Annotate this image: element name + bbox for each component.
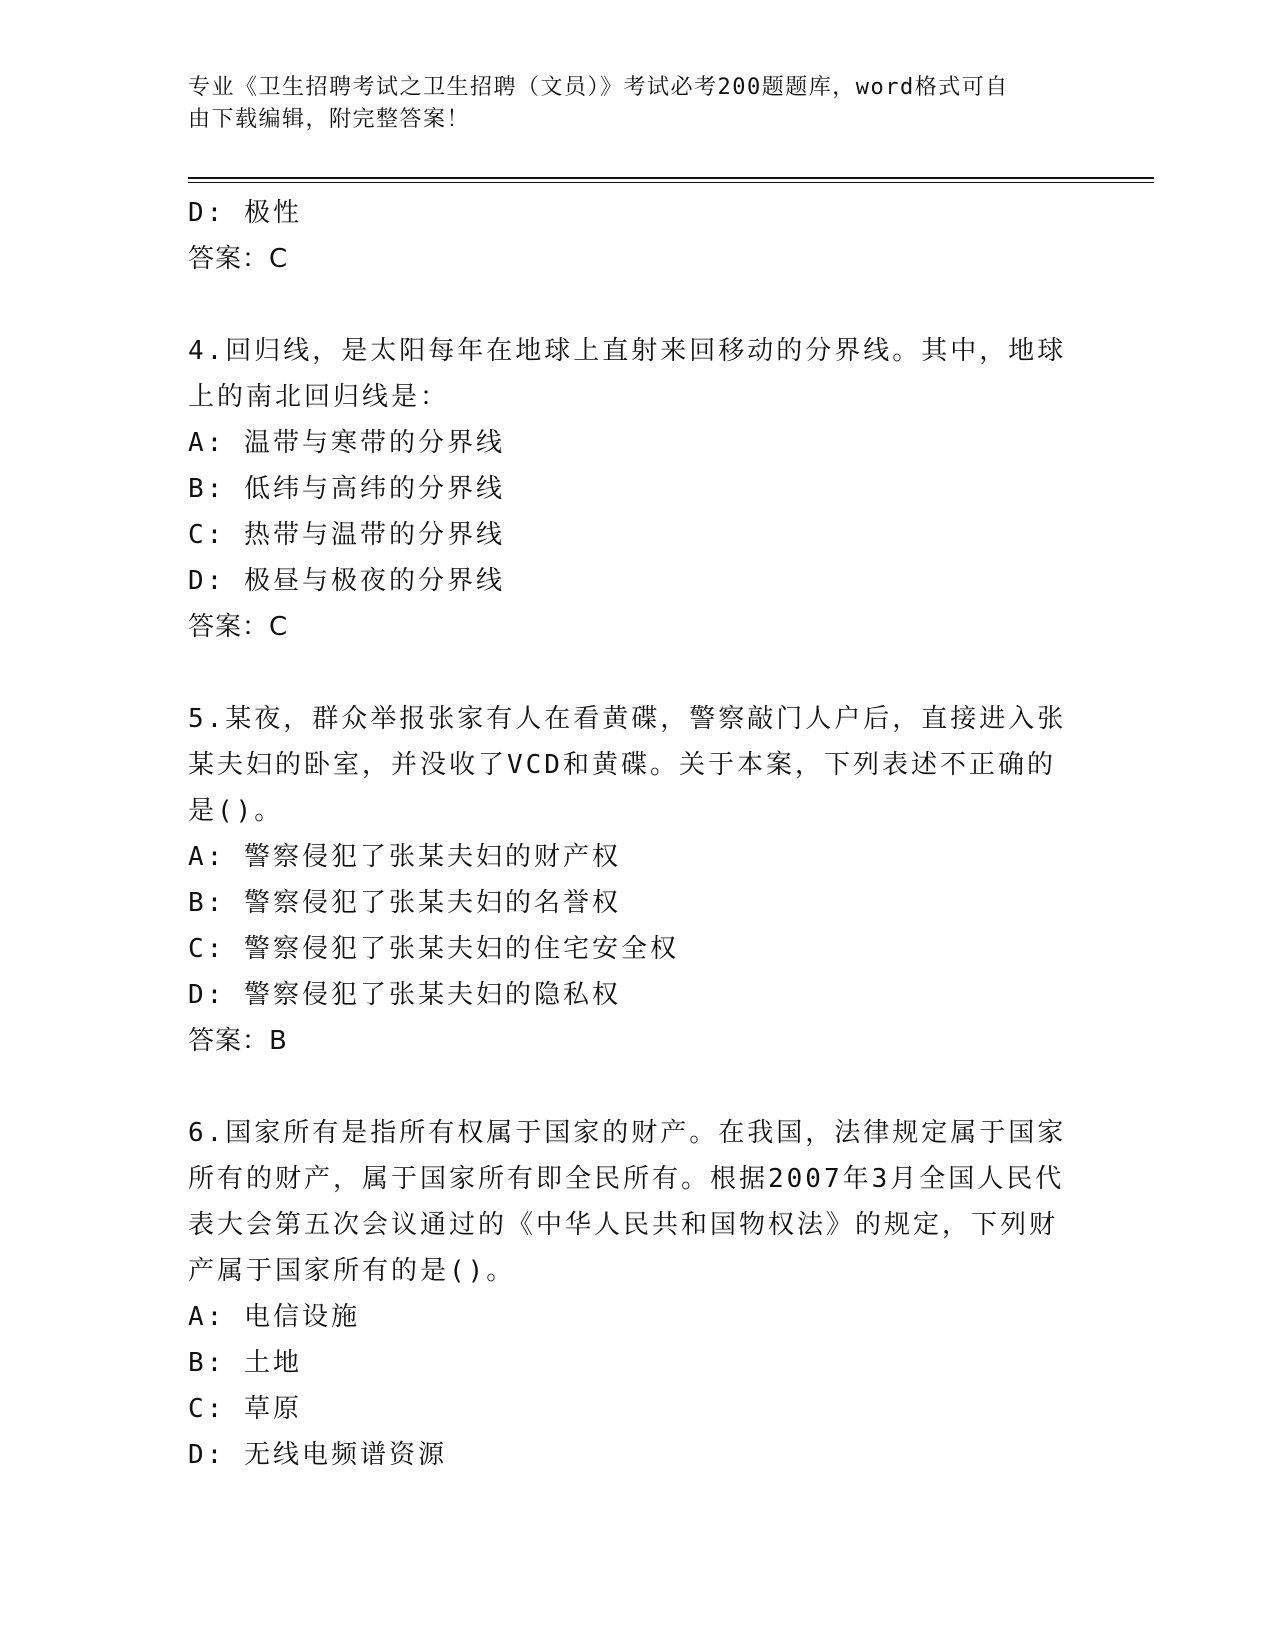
option-b: B: 警察侵犯了张某夫妇的名誉权 [188, 888, 621, 918]
option-a: A: 警察侵犯了张某夫妇的财产权 [188, 842, 621, 872]
stem-line: 6.国家所有是指所有权属于国家的财产。在我国，法律规定属于国家 [188, 1118, 1067, 1148]
header-line-2: 由下载编辑，附完整答案！ [188, 107, 471, 132]
answer: 答案：C [188, 612, 289, 642]
option-a: A: 温带与寒带的分界线 [188, 428, 505, 458]
question-5 [188, 696, 1088, 1064]
header-divider-bottom [188, 182, 1154, 183]
option-b: B: 低纬与高纬的分界线 [188, 474, 505, 504]
option-c: C: 警察侵犯了张某夫妇的住宅安全权 [188, 934, 679, 964]
stem-line: 表大会第五次会议通过的《中华人民共和国物权法》的规定，下列财 [188, 1210, 1059, 1240]
answer-prev: 答案：C [188, 244, 289, 274]
question-list [188, 190, 1088, 1478]
stem-line: 4.回归线，是太阳每年在地球上直射来回移动的分界线。其中，地球 [188, 336, 1067, 366]
question-stem [188, 696, 1088, 834]
option-d: D: 极昼与极夜的分界线 [188, 566, 505, 596]
option-c: C: 草原 [188, 1394, 302, 1424]
option-c: C: 热带与温带的分界线 [188, 520, 505, 550]
stem-line: 上的南北回归线是： [188, 382, 450, 412]
option-d: D: 警察侵犯了张某夫妇的隐私权 [188, 980, 621, 1010]
header-divider-top [188, 177, 1154, 179]
stem-line: 某夫妇的卧室，并没收了VCD和黄碟。关于本案，下列表述不正确的 [188, 750, 1056, 780]
option-d-prev: D: 极性 [188, 198, 302, 228]
option-a: A: 电信设施 [188, 1302, 360, 1332]
header-line-1: 专业《卫生招聘考试之卫生招聘（文员）》考试必考200题题库，word格式可自 [188, 75, 1009, 100]
question-stem [188, 1110, 1088, 1294]
spacer [188, 650, 1088, 696]
stem-line: 是()。 [188, 796, 284, 826]
question-stem [188, 328, 1088, 420]
question-4 [188, 328, 1088, 650]
spacer [188, 282, 1088, 328]
question-6 [188, 1110, 1088, 1478]
spacer [188, 1064, 1088, 1110]
option-d: D: 无线电频谱资源 [188, 1440, 447, 1470]
stem-line: 产属于国家所有的是()。 [188, 1256, 516, 1286]
page-header [188, 72, 1068, 136]
option-b: B: 土地 [188, 1348, 302, 1378]
answer: 答案：B [188, 1026, 288, 1056]
stem-line: 5.某夜，群众举报张家有人在看黄碟，警察敲门人户后，直接进入张 [188, 704, 1067, 734]
stem-line: 所有的财产，属于国家所有即全民所有。根据2007年3月全国人民代 [188, 1164, 1065, 1194]
